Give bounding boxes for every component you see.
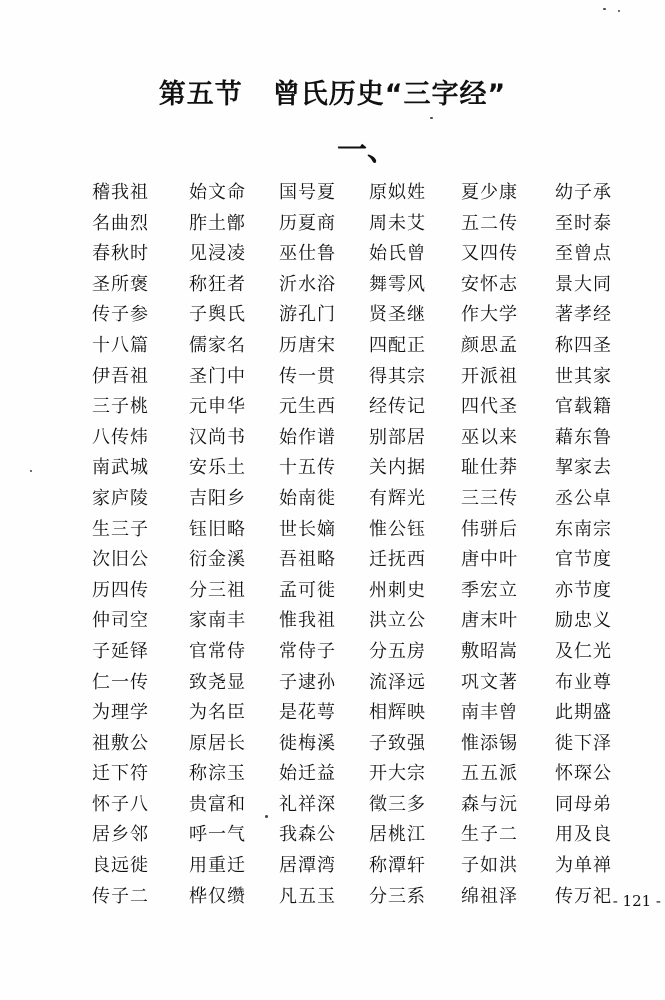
verse-phrase: 迁下符 xyxy=(92,763,149,785)
verse-phrase: 仲司空 xyxy=(92,610,149,632)
verse-phrase: 胙土鄫 xyxy=(189,212,246,234)
verse-phrase: 徙梅溪 xyxy=(279,732,336,754)
verse-phrase: 此期盛 xyxy=(555,702,612,724)
verse-phrase: 五二传 xyxy=(461,212,518,234)
verse-phrase: 子如洪 xyxy=(461,855,518,877)
verse-phrase: 稽我祖 xyxy=(92,182,149,203)
verse-phrase: 怀子八 xyxy=(92,793,149,815)
verse-phrase: 四配正 xyxy=(369,334,426,356)
verse-phrase: 别部居 xyxy=(369,426,426,448)
verse-phrase: 元生西 xyxy=(279,396,336,418)
verse-phrase: 作大学 xyxy=(461,304,518,326)
verse-phrase: 称四圣 xyxy=(555,334,612,356)
verse-phrase: 家南丰 xyxy=(189,610,246,632)
verse-phrase: 五五派 xyxy=(461,763,518,785)
verse-phrase: 为名臣 xyxy=(189,702,246,724)
verse-phrase: 孟可徙 xyxy=(279,579,336,601)
verse-phrase: 分三系 xyxy=(369,885,426,907)
verse-phrase: 居桃江 xyxy=(369,824,426,846)
verse-phrase: 流泽远 xyxy=(369,671,426,693)
scan-speck xyxy=(30,470,32,472)
verse-phrase: 伊吾祖 xyxy=(92,365,149,387)
verse-phrase: 子逮孙 xyxy=(279,671,336,693)
verse-phrase: 绵祖泽 xyxy=(461,885,518,907)
verse-phrase: 春秋时 xyxy=(92,243,149,265)
verse-phrase: 开派祖 xyxy=(461,365,518,387)
verse-phrase: 巫以来 xyxy=(461,426,518,448)
section-title: 曾氏历史“三字经” xyxy=(272,79,507,110)
verse-phrase: 巩文著 xyxy=(461,671,518,693)
verse-phrase: 安怀志 xyxy=(461,273,518,295)
verse-phrase: 巫仕鲁 xyxy=(279,243,336,265)
verse-phrase: 藉东鲁 xyxy=(555,426,612,448)
verse-phrase: 称淙玉 xyxy=(189,763,246,785)
verse-phrase: 至时泰 xyxy=(555,212,612,234)
verse-phrase: 州刺史 xyxy=(369,579,426,601)
verse-phrase: 居潭湾 xyxy=(279,855,336,877)
verse-phrase: 历夏商 xyxy=(279,212,336,234)
verse-phrase: 子延铎 xyxy=(92,640,149,662)
verse-phrase: 称狂者 xyxy=(189,273,246,295)
verse-phrase: 耻仕莽 xyxy=(461,457,518,479)
page-number: - 121 - xyxy=(612,892,661,910)
verse-phrase: 亦节度 xyxy=(555,579,612,601)
scan-speck xyxy=(430,117,433,119)
verse-phrase: 南丰曾 xyxy=(461,702,518,724)
verse-phrase: 用及良 xyxy=(555,824,612,846)
verse-phrase: 挈家去 xyxy=(555,457,612,479)
verse-phrase: 布业尊 xyxy=(555,671,612,693)
verse-phrase: 三子桃 xyxy=(92,396,149,418)
verse-phrase: 仁一传 xyxy=(92,671,149,693)
verse-phrase: 季宏立 xyxy=(461,579,518,601)
verse-phrase: 唐中叶 xyxy=(461,549,518,571)
verse-phrase: 幼子承 xyxy=(555,182,612,203)
verse-phrase: 景大同 xyxy=(555,273,612,295)
verse-phrase: 祖敷公 xyxy=(92,732,149,754)
verse-phrase: 世其家 xyxy=(555,365,612,387)
verse-phrase: 原姒姓 xyxy=(369,182,426,203)
verse-phrase: 常侍子 xyxy=(279,640,336,662)
verse-phrase: 衍金溪 xyxy=(189,549,246,571)
verse-phrase: 东南宗 xyxy=(555,518,612,540)
verse-phrase: 惟添锡 xyxy=(461,732,518,754)
verse-phrase: 游孔门 xyxy=(279,304,336,326)
verse-phrase: 有辉光 xyxy=(369,487,426,509)
verse-phrase: 呼一气 xyxy=(189,824,246,846)
verse-phrase: 经传记 xyxy=(369,396,426,418)
verse-phrase: 四代圣 xyxy=(461,396,518,418)
verse-phrase: 开大宗 xyxy=(369,763,426,785)
verse-phrase: 传万祀 xyxy=(555,885,612,907)
verse-phrase: 关内据 xyxy=(369,457,426,479)
verse-phrase: 周未艾 xyxy=(369,212,426,234)
verse-phrase: 子致强 xyxy=(369,732,426,754)
verse-phrase: 迁抚西 xyxy=(369,549,426,571)
verse-phrase: 历四传 xyxy=(92,579,149,601)
verse-phrase: 十八篇 xyxy=(92,334,149,356)
verse-phrase: 惟公钰 xyxy=(369,518,426,540)
verse-phrase: 国号夏 xyxy=(279,182,336,203)
verse-phrase: 为理学 xyxy=(92,702,149,724)
verse-phrase: 贤圣继 xyxy=(369,304,426,326)
verse-phrase: 居乡邻 xyxy=(92,824,149,846)
verse-phrase: 官节度 xyxy=(555,549,612,571)
verse-phrase: 见浸凌 xyxy=(189,243,246,265)
verse-phrase: 次旧公 xyxy=(92,549,149,571)
verse-grid xyxy=(92,178,622,912)
verse-phrase: 伟骈后 xyxy=(461,518,518,540)
verse-phrase: 八传炜 xyxy=(92,426,149,448)
verse-phrase: 徵三多 xyxy=(369,793,426,815)
verse-phrase: 我森公 xyxy=(279,824,336,846)
verse-phrase: 森与沅 xyxy=(461,793,518,815)
verse-phrase: 始南徙 xyxy=(279,487,336,509)
verse-phrase: 及仁光 xyxy=(555,640,612,662)
verse-phrase: 桦仅缵 xyxy=(189,885,246,907)
page-title xyxy=(0,72,665,111)
verse-phrase: 得其宗 xyxy=(369,365,426,387)
verse-phrase: 名曲烈 xyxy=(92,212,149,234)
verse-phrase: 夏少康 xyxy=(461,182,518,203)
verse-phrase: 原居长 xyxy=(189,732,246,754)
verse-phrase: 传子参 xyxy=(92,304,149,326)
verse-phrase: 徙下泽 xyxy=(555,732,612,754)
verse-phrase: 分三祖 xyxy=(189,579,246,601)
verse-phrase: 励忠义 xyxy=(555,610,612,632)
scan-speck xyxy=(618,10,620,12)
verse-phrase: 敷昭嵩 xyxy=(461,640,518,662)
verse-phrase: 子舆氏 xyxy=(189,304,246,326)
verse-phrase: 圣门中 xyxy=(189,365,246,387)
verse-phrase: 传一贯 xyxy=(279,365,336,387)
verse-phrase: 圣所褒 xyxy=(92,273,149,295)
verse-phrase: 丞公卓 xyxy=(555,487,612,509)
verse-phrase: 称潭轩 xyxy=(369,855,426,877)
verse-phrase: 始迁益 xyxy=(279,763,336,785)
verse-phrase: 三三传 xyxy=(461,487,518,509)
scan-speck xyxy=(265,815,268,818)
verse-phrase: 生三子 xyxy=(92,518,149,540)
subsection-number: 一、 xyxy=(337,133,397,168)
verse-phrase: 安乐土 xyxy=(189,457,246,479)
verse-phrase: 南武城 xyxy=(92,457,149,479)
verse-phrase: 著孝经 xyxy=(555,304,612,326)
verse-phrase: 吉阳乡 xyxy=(189,487,246,509)
verse-phrase: 唐末叶 xyxy=(461,610,518,632)
verse-phrase: 世长嫡 xyxy=(279,518,336,540)
verse-phrase: 钰旧略 xyxy=(189,518,246,540)
verse-phrase: 生子二 xyxy=(461,824,518,846)
verse-phrase: 良远徙 xyxy=(92,855,149,877)
verse-phrase: 为单禅 xyxy=(555,855,612,877)
verse-phrase: 十五传 xyxy=(279,457,336,479)
verse-phrase: 元申华 xyxy=(189,396,246,418)
section-label: 第五节 xyxy=(158,79,243,110)
verse-phrase: 惟我祖 xyxy=(279,610,336,632)
verse-phrase: 沂水浴 xyxy=(279,273,336,295)
verse-phrase: 是花萼 xyxy=(279,702,336,724)
verse-phrase: 汉尚书 xyxy=(189,426,246,448)
verse-phrase: 凡五玉 xyxy=(279,885,336,907)
verse-phrase: 用重迁 xyxy=(189,855,246,877)
scan-speck xyxy=(603,8,606,10)
verse-phrase: 始作谱 xyxy=(279,426,336,448)
verse-phrase: 历唐宋 xyxy=(279,334,336,356)
verse-phrase: 贵富和 xyxy=(189,793,246,815)
verse-phrase: 礼祥深 xyxy=(279,793,336,815)
verse-phrase: 传子二 xyxy=(92,885,149,907)
verse-phrase: 官载籍 xyxy=(555,396,612,418)
verse-phrase: 至曾点 xyxy=(555,243,612,265)
verse-phrase: 致尧显 xyxy=(189,671,246,693)
verse-phrase: 吾祖略 xyxy=(279,549,336,571)
verse-phrase: 分五房 xyxy=(369,640,426,662)
verse-phrase: 相辉映 xyxy=(369,702,426,724)
verse-phrase: 同母弟 xyxy=(555,793,612,815)
verse-phrase: 官常侍 xyxy=(189,640,246,662)
verse-phrase: 怀琛公 xyxy=(555,763,612,785)
verse-phrase: 颜思孟 xyxy=(461,334,518,356)
verse-phrase: 洪立公 xyxy=(369,610,426,632)
verse-phrase: 始氏曾 xyxy=(369,243,426,265)
verse-phrase: 家庐陵 xyxy=(92,487,149,509)
verse-phrase: 又四传 xyxy=(461,243,518,265)
verse-phrase: 始文命 xyxy=(189,182,246,203)
verse-phrase: 儒家名 xyxy=(189,334,246,356)
verse-phrase: 舞雩风 xyxy=(369,273,426,295)
